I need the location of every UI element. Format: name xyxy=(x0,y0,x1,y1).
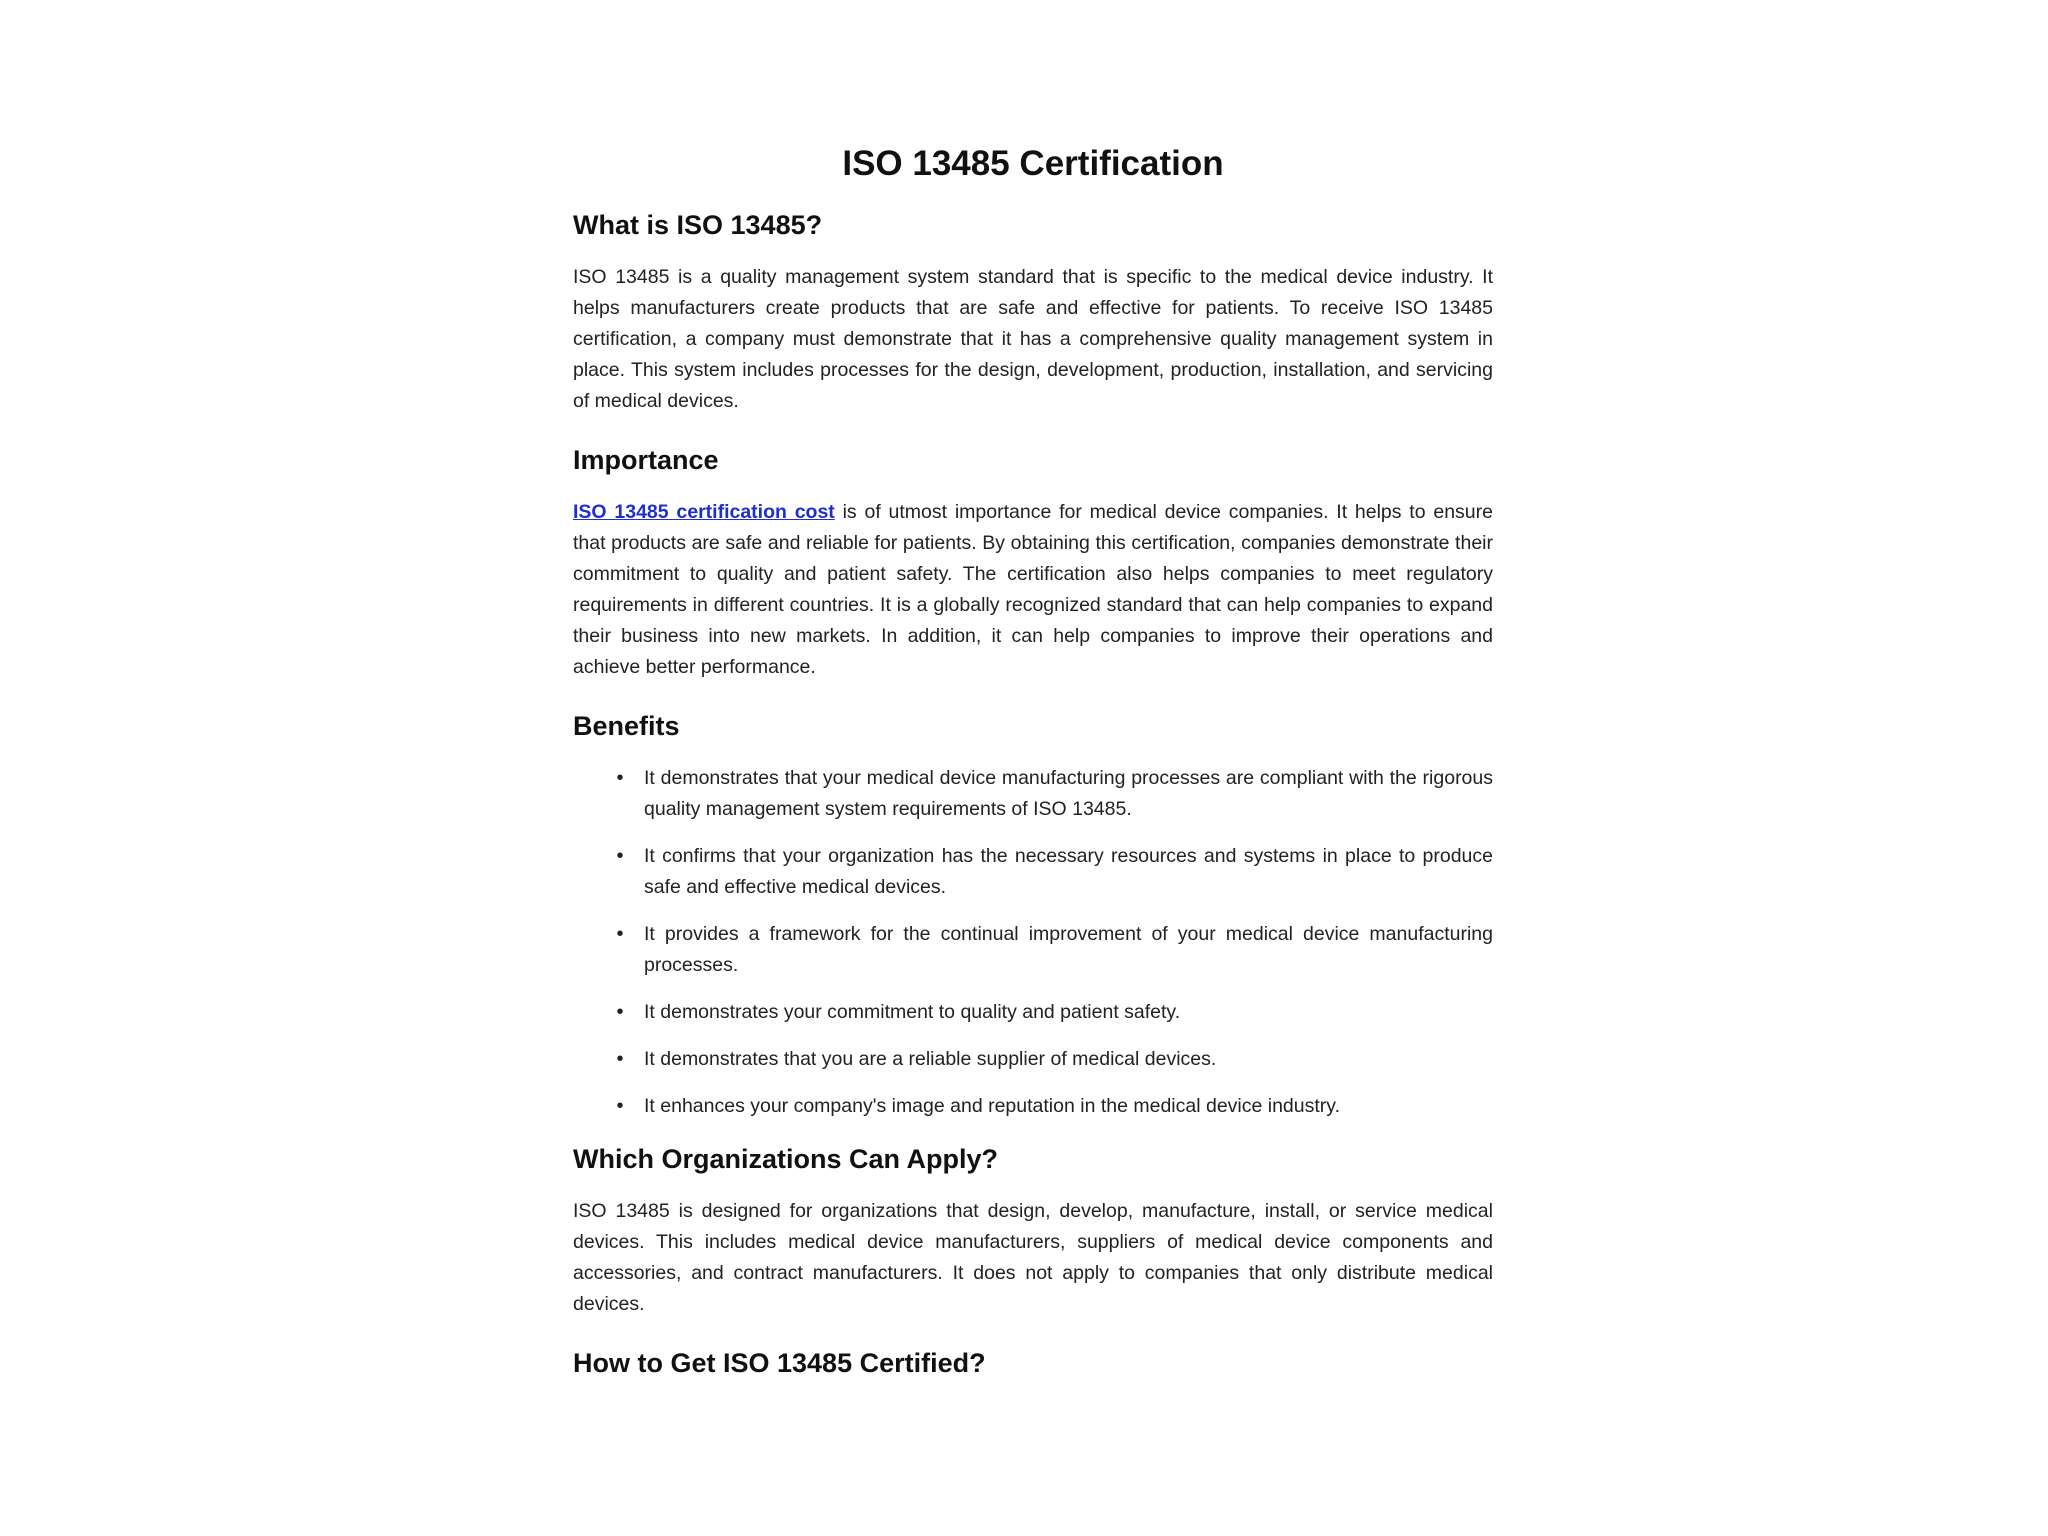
bullet-icon: • xyxy=(616,923,624,945)
benefits-list xyxy=(573,763,1493,1122)
bullet-icon: • xyxy=(616,1095,624,1117)
list-item xyxy=(573,763,1493,825)
list-item xyxy=(573,919,1493,981)
list-item-text: It provides a framework for the continual improvement of your medical device manufacturing processes. xyxy=(644,923,1493,976)
document-title: ISO 13485 Certification xyxy=(842,144,1224,183)
paragraph-importance xyxy=(573,497,1493,683)
bullet-icon: • xyxy=(616,1001,624,1023)
list-item xyxy=(573,841,1493,903)
paragraph-which-organizations: ISO 13485 is designed for organizations that design, develop, manufacture, install, or service medical devices. This includes medical device manufacturers, suppliers of medical device components and accessories, and contract manufacturers. It does not apply to companies that only distribute medical devices. xyxy=(573,1200,1493,1315)
importance-body-text: is of utmost importance for medical device companies. It helps to ensure that products are safe and reliable for patients. By obtaining this certification, companies demonstrate their commitment to quality and patient safety. The certification also helps companies to meet regulatory requirements in different countries. It is a globally recognized standard that can help companies to expand their business into new markets. In addition, it can help companies to improve their operations and achieve better performance. xyxy=(573,501,1493,678)
list-item-text: It confirms that your organization has the necessary resources and systems in place to produce safe and effective medical devices. xyxy=(644,845,1493,898)
list-item-text: It demonstrates your commitment to quality and patient safety. xyxy=(644,1001,1181,1023)
list-item-text: It demonstrates that your medical device manufacturing processes are compliant with the rigorous quality management system requirements of ISO 13485. xyxy=(644,767,1493,820)
bullet-icon: • xyxy=(616,767,624,789)
list-item xyxy=(573,997,1493,1028)
bullet-icon: • xyxy=(616,1048,624,1070)
heading-benefits: Benefits xyxy=(573,711,680,741)
list-item xyxy=(573,1044,1493,1075)
heading-how-to-get-certified: How to Get ISO 13485 Certified? xyxy=(573,1348,986,1378)
bullet-icon: • xyxy=(616,845,624,867)
list-item-text: It enhances your company's image and reputation in the medical device industry. xyxy=(644,1095,1341,1117)
certification-cost-link[interactable]: ISO 13485 certification cost xyxy=(573,501,835,523)
heading-which-organizations: Which Organizations Can Apply? xyxy=(573,1144,999,1174)
document-page xyxy=(573,142,1493,1400)
heading-what-is: What is ISO 13485? xyxy=(573,210,823,240)
paragraph-what-is: ISO 13485 is a quality management system standard that is specific to the medical device industry. It helps manufacturers create products that are safe and effective for patients. To receive ISO 13485 certification, a company must demonstrate that it has a comprehensive quality management system in place. This system includes processes for the design, development, production, installation, and servicing of medical devices. xyxy=(573,266,1493,412)
heading-importance: Importance xyxy=(573,445,719,475)
list-item xyxy=(573,1091,1493,1122)
list-item-text: It demonstrates that you are a reliable supplier of medical devices. xyxy=(644,1048,1217,1070)
